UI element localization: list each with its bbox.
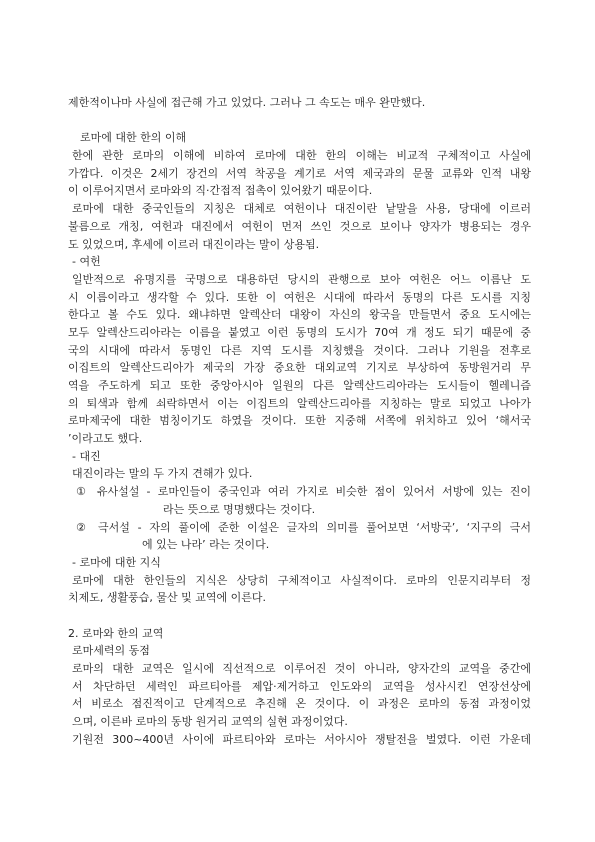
body-line: 역을 주도하게 되고 또한 중앙아시아 일원의 다른 알렉산드리아라는 도시들이 헬레니즘 [68,379,531,392]
numbered-view-item [68,483,531,518]
body-line: 서 비로소 점진적이고 단계적으로 추진해 온 것이다. 이 과정은 로마의 동점 과정이었 [72,697,531,711]
body-line: 한에 관한 로마의 이해에 비하여 로마에 대한 한의 이해는 비교적 구체적이고 사실에 [72,149,531,163]
paragraph-gap [68,607,531,625]
body-line: 도 있었으며, 후세에 이르러 대진이라는 말이 상용됨. [68,237,320,251]
subsection-heading: - 대진 [72,449,101,463]
section-heading: 로마에 대한 한의 이해 [80,131,187,145]
section-heading: 2. 로마와 한의 교역 [68,626,164,640]
document-body [68,94,531,748]
body-line: 로마제국에 대한 범칭이기도 하였을 것이다. 또한 지중해 서쪽에 위치하고 있어 ‘해서국 [68,414,531,428]
body-line: ’이라고도 했다. [68,432,143,446]
section-rome-understanding [68,129,531,607]
body-line: 이집트의 알렉산드리아가 제국의 가장 중요한 대외교역 기지로 부상하여 동방원거리 무 [68,361,531,375]
body-line: 가깝다. 이것은 2세기 장건의 서역 착공을 계기로 서역 제국과의 문물 교류와 인적 내왕 [68,166,531,180]
paragraph [68,200,531,253]
paragraph-gap [68,112,531,130]
subsection-yeoheon [68,253,531,448]
numbered-line-continuation: 라는 뜻으로 명명했다는 것이다. [163,502,316,516]
paragraph [68,731,531,749]
body-line: 으며, 이른바 로마의 동방 원거리 교역의 실현 과정이었다. [72,715,348,729]
subsection-knowledge [68,554,531,607]
numbered-view-item [68,519,531,554]
carryover-line: 제한적이나마 사실에 접근해 가고 있었다. 그러나 그 속도는 매우 완만했다. [68,96,426,109]
body-line: 일반적으로 유명지를 국명으로 대용하던 당시의 관행으로 보아 여헌은 어느 이름난 도 [72,272,531,286]
body-line: 시 이름이라고 생각할 수 있다. 또한 이 여헌은 시대에 따라서 동명의 다른 도시를 지칭 [68,290,531,304]
paragraph [68,660,531,731]
subsection-heading: - 로마에 대한 지식 [72,555,161,569]
numbered-line-continuation: 에 있는 나라’ 라는 것이다. [142,538,270,552]
body-line: 모두 알렉산드리아라는 이름을 붙였고 이런 동명의 도시가 70여 개 정도 되기 때문에 중 [68,325,531,339]
body-line: 대진이라는 말의 두 가지 견해가 있다. [72,467,253,481]
body-line: 한다고 볼 수도 있다. 왜냐하면 알렉산더 대왕이 자신의 왕국을 만들면서 중요 도시에는 [68,308,531,322]
numbered-line: ① 유사설설 - 로마인들이 중국인과 여러 가지로 비슷한 점이 있어서 서방에 있는 진이 [76,485,531,499]
body-line: 로마에 대한 중국인들의 지칭은 대체로 여헌이나 대진이란 낱말을 사용, 당대에 이르러 [72,202,531,216]
body-line: 불름으로 개칭, 여헌과 대진에서 여헌이 먼저 쓰인 것으로 보이나 양자가 병용되는 경우 [68,219,531,233]
body-line: 의 퇴색과 함께 쇠락하면서 이는 이집트의 알렉산드리아를 지칭하는 말로 되었고 나아가 [68,396,531,410]
body-line: 치제도, 생활풍습, 물산 및 교역에 이른다. [68,591,266,605]
subsection-heading: 로마세력의 동점 [72,644,150,658]
section-rome-han-trade [68,625,531,749]
body-line: 서 차단하던 세력인 파르티아를 제압·제거하고 인도와의 교역을 성사시킨 연장선상에 [72,679,531,693]
body-line: 로마의 대한 교역은 일시에 직선적으로 이루어진 것이 아니라, 양자간의 교역을 중간에 [72,662,531,675]
body-line: 이 이루어지면서 로마와의 직·간접적 접촉이 있어왔기 때문이다. [68,184,373,198]
body-line: 국의 시대에 따라서 동명인 다른 지역 도시를 지칭했을 것이다. 그러나 기원을 전후로 [68,343,531,357]
numbered-line: ② 극서설 - 자의 풀이에 준한 이설은 글자의 의미를 풀어보면 ‘서방국’, ‘지구의 극서 [76,520,531,534]
subsection-daejin [68,448,531,554]
body-line: 기원전 300~400년 사이에 파르티아와 로마는 서아시아 쟁탈전을 벌였다. 이런 가운데 [72,732,531,746]
subsection-heading: - 여헌 [72,255,101,269]
body-line: 로마에 대한 한인들의 지식은 상당히 구체적이고 사실적이다. 로마의 인문지리부터 정 [72,573,531,587]
paragraph [68,147,531,200]
